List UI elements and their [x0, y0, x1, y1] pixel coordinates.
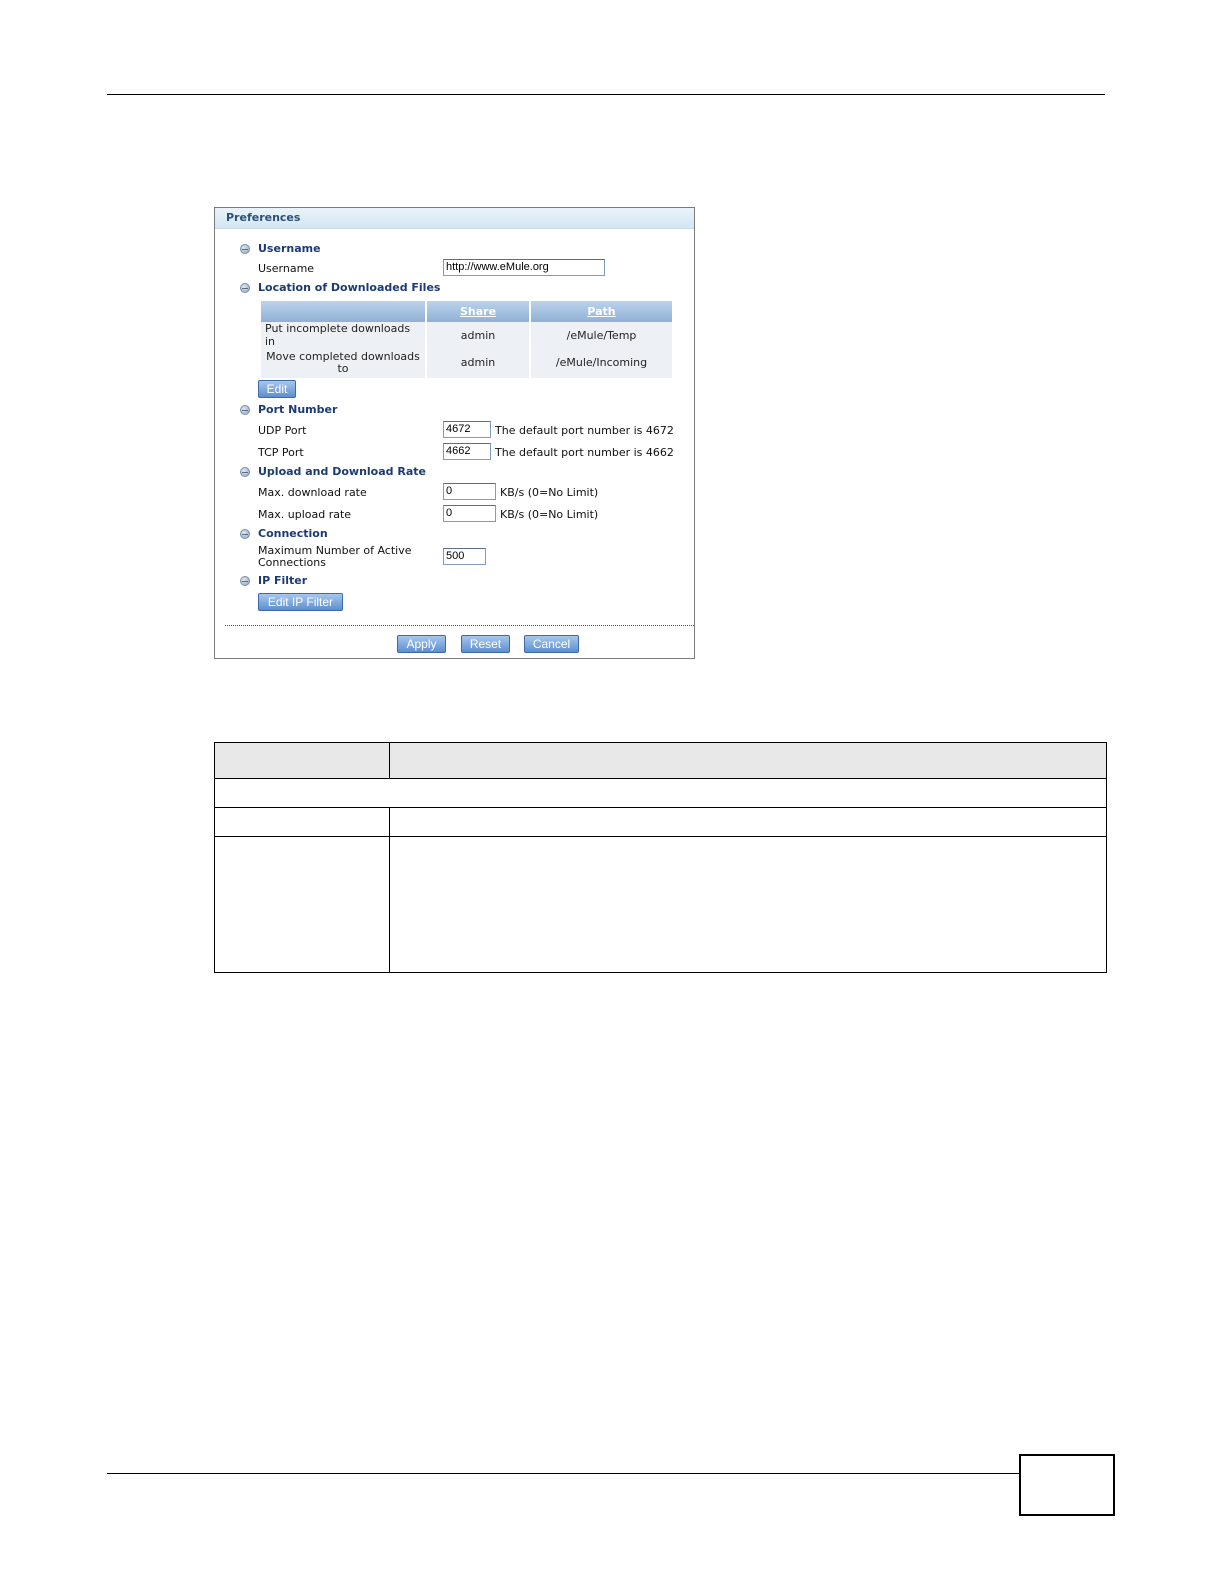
table-cell: /eMule/Incoming: [531, 348, 672, 378]
table-row: [261, 322, 672, 348]
table-cell: [215, 779, 1107, 808]
table-cell: [215, 837, 390, 973]
table-row: [215, 837, 1107, 973]
divider: [225, 625, 694, 626]
edit-button[interactable]: Edit: [258, 380, 296, 398]
ipfilter-section-heading: IP Filter: [258, 574, 308, 587]
table-cell: Put incomplete downloads in: [261, 322, 425, 348]
max-upload-label: Max. upload rate: [258, 508, 352, 521]
table-cell: [390, 808, 1107, 837]
edit-ipfilter-button[interactable]: Edit IP Filter: [258, 593, 343, 611]
table-cell: [390, 837, 1107, 973]
udp-port-input[interactable]: 4672: [443, 421, 491, 438]
username-label: Username: [258, 262, 315, 275]
section-bullet-icon: [240, 244, 250, 254]
max-download-input[interactable]: 0: [443, 483, 496, 500]
table-cell: [390, 743, 1107, 779]
table-cell: [215, 743, 390, 779]
max-connections-input[interactable]: 500: [443, 548, 486, 565]
section-bullet-icon: [240, 576, 250, 586]
location-section-heading: Location of Downloaded Files: [258, 281, 441, 294]
header-rule: [107, 94, 1105, 95]
max-upload-hint: KB/s (0=No Limit): [500, 508, 599, 521]
max-download-hint: KB/s (0=No Limit): [500, 486, 599, 499]
share-col-header[interactable]: Share: [427, 301, 529, 322]
tcp-port-hint: The default port number is 4662: [495, 446, 674, 459]
max-connections-label: Maximum Number of Active: [258, 544, 412, 557]
preferences-panel: [214, 207, 695, 659]
tcp-port-label: TCP Port: [258, 446, 304, 459]
username-input[interactable]: http://www.eMule.org: [443, 259, 605, 276]
section-bullet-icon: [240, 467, 250, 477]
reset-button[interactable]: Reset: [461, 635, 510, 653]
tcp-port-input[interactable]: 4662: [443, 443, 491, 460]
path-col-header[interactable]: Path: [531, 301, 672, 322]
location-col-header[interactable]: [261, 301, 425, 322]
location-table: [259, 301, 674, 378]
max-download-label: Max. download rate: [258, 486, 367, 499]
udp-port-hint: The default port number is 4672: [495, 424, 674, 437]
table-row: [261, 348, 672, 378]
table-row: [215, 779, 1107, 808]
table-cell: Move completed downloads to: [261, 348, 425, 378]
max-connections-label-2: Connections: [258, 556, 326, 569]
table-header-row: [215, 743, 1107, 779]
section-bullet-icon: [240, 405, 250, 415]
description-table: [214, 742, 1107, 973]
table-cell: [215, 808, 390, 837]
cancel-button[interactable]: Cancel: [524, 635, 579, 653]
table-cell: admin: [427, 322, 529, 348]
page-number-box: [1019, 1454, 1115, 1516]
username-section-heading: Username: [258, 242, 321, 255]
table-cell: /eMule/Temp: [531, 322, 672, 348]
udp-port-label: UDP Port: [258, 424, 307, 437]
table-row: [215, 808, 1107, 837]
connection-section-heading: Connection: [258, 527, 328, 540]
max-upload-input[interactable]: 0: [443, 505, 496, 522]
rate-section-heading: Upload and Download Rate: [258, 465, 426, 478]
table-cell: admin: [427, 348, 529, 378]
section-bullet-icon: [240, 283, 250, 293]
footer-rule: [107, 1473, 1019, 1474]
port-section-heading: Port Number: [258, 403, 338, 416]
panel-title: Preferences: [215, 208, 694, 229]
section-bullet-icon: [240, 529, 250, 539]
apply-button[interactable]: Apply: [397, 635, 446, 653]
